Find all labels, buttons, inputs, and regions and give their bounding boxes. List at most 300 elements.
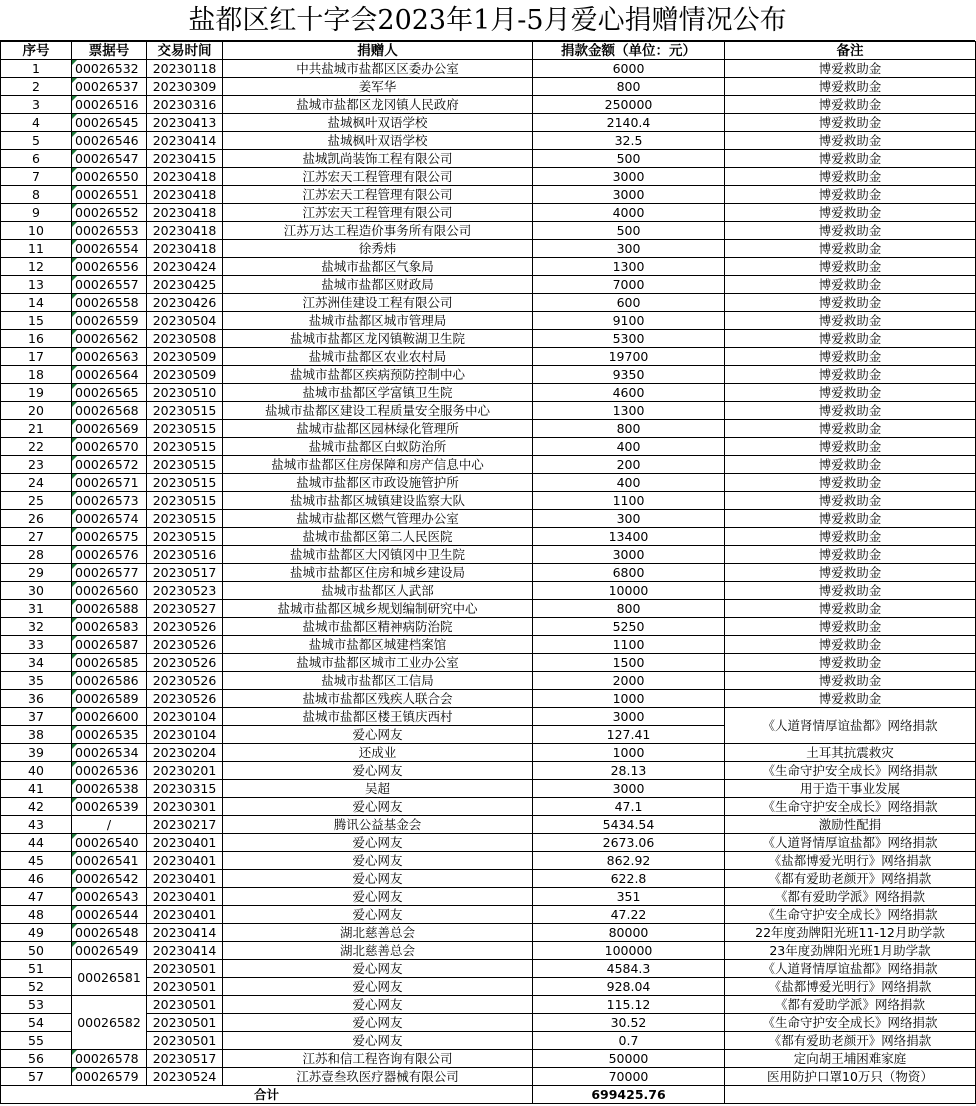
header-amount: 捐款金额（单位：元）: [533, 42, 725, 60]
row-no: 45: [1, 852, 72, 870]
row-date: 20230316: [147, 96, 223, 114]
row-date: 20230504: [147, 312, 223, 330]
row-donor: 腾讯公益基金会: [223, 816, 533, 834]
row-ticket: 00026560: [72, 582, 147, 600]
row-note: 《人道肾情厚谊盐都》网络捐款: [725, 960, 976, 978]
row-donor: 爱心网友: [223, 996, 533, 1014]
row-no: 10: [1, 222, 72, 240]
row-amount: 5300: [533, 330, 725, 348]
row-no: 2: [1, 78, 72, 96]
row-note: 博爱救助金: [725, 60, 976, 78]
row-note: 定向胡王埔困难家庭: [725, 1050, 976, 1068]
row-note: 博爱救助金: [725, 258, 976, 276]
row-date: 20230515: [147, 402, 223, 420]
row-date: 20230509: [147, 366, 223, 384]
row-note: 博爱救助金: [725, 132, 976, 150]
row-ticket: 00026589: [72, 690, 147, 708]
row-ticket: 00026574: [72, 510, 147, 528]
table-row: [1, 384, 976, 402]
table-row: [1, 1014, 976, 1032]
row-ticket: 00026558: [72, 294, 147, 312]
row-amount: 100000: [533, 942, 725, 960]
row-ticket: 00026579: [72, 1068, 147, 1086]
row-donor: 盐城市盐都区龙冈镇鞍湖卫生院: [223, 330, 533, 348]
row-date: 20230413: [147, 114, 223, 132]
row-no: 35: [1, 672, 72, 690]
table-row: [1, 852, 976, 870]
row-date: 20230501: [147, 1032, 223, 1050]
row-no: 55: [1, 1032, 72, 1050]
row-donor: 盐城市盐都区城建档案馆: [223, 636, 533, 654]
row-ticket: 00026583: [72, 618, 147, 636]
row-date: 20230301: [147, 798, 223, 816]
row-note: 博爱救助金: [725, 276, 976, 294]
row-note: 博爱救助金: [725, 618, 976, 636]
row-amount: 200: [533, 456, 725, 474]
table-row: [1, 906, 976, 924]
row-donor: 江苏壹叁玖医疗器械有限公司: [223, 1068, 533, 1086]
table-row: [1, 492, 976, 510]
table-row: [1, 564, 976, 582]
row-date: 20230526: [147, 654, 223, 672]
table-header-row: [1, 42, 976, 60]
row-date: 20230515: [147, 510, 223, 528]
row-donor: 盐城市盐都区工信局: [223, 672, 533, 690]
row-ticket: 00026577: [72, 564, 147, 582]
row-date: 20230524: [147, 1068, 223, 1086]
row-donor: 爱心网友: [223, 978, 533, 996]
row-note: 23年度劲牌阳光班1月助学款: [725, 942, 976, 960]
row-date: 20230414: [147, 924, 223, 942]
table-row: [1, 636, 976, 654]
row-ticket: 00026587: [72, 636, 147, 654]
row-no: 3: [1, 96, 72, 114]
row-note: 《人道肾情厚谊盐都》网络捐款: [725, 708, 976, 744]
row-date: 20230401: [147, 888, 223, 906]
row-ticket: 00026571: [72, 474, 147, 492]
row-no: 14: [1, 294, 72, 312]
row-donor: 盐城市盐都区城镇建设监察大队: [223, 492, 533, 510]
page-title: 盐都区红十字会2023年1月-5月爱心捐赠情况公布: [0, 0, 975, 41]
row-amount: 1100: [533, 636, 725, 654]
row-donor: 盐城市盐都区财政局: [223, 276, 533, 294]
row-donor: 爱心网友: [223, 906, 533, 924]
row-ticket: 00026549: [72, 942, 147, 960]
row-amount: 9100: [533, 312, 725, 330]
row-ticket: 00026532: [72, 60, 147, 78]
row-no: 23: [1, 456, 72, 474]
row-note: 博爱救助金: [725, 168, 976, 186]
row-donor: 爱心网友: [223, 762, 533, 780]
table-row: [1, 78, 976, 96]
row-note: 博爱救助金: [725, 546, 976, 564]
table-row: [1, 996, 976, 1014]
header-no: 序号: [1, 42, 72, 60]
row-amount: 500: [533, 222, 725, 240]
row-note: 博爱救助金: [725, 636, 976, 654]
row-donor: 盐城市盐都区龙冈镇人民政府: [223, 96, 533, 114]
row-donor: 爱心网友: [223, 726, 533, 744]
row-note: 博爱救助金: [725, 582, 976, 600]
row-no: 43: [1, 816, 72, 834]
table-row: [1, 834, 976, 852]
row-ticket: 00026534: [72, 744, 147, 762]
row-date: 20230515: [147, 420, 223, 438]
row-amount: 0.7: [533, 1032, 725, 1050]
row-note: 博爱救助金: [725, 114, 976, 132]
row-note: 博爱救助金: [725, 564, 976, 582]
row-donor: 盐城市盐都区精神病防治院: [223, 618, 533, 636]
row-amount: 1000: [533, 690, 725, 708]
row-no: 30: [1, 582, 72, 600]
row-note: 博爱救助金: [725, 474, 976, 492]
row-amount: 3000: [533, 708, 725, 726]
row-date: 20230217: [147, 816, 223, 834]
row-ticket: 00026572: [72, 456, 147, 474]
row-donor: 盐城市盐都区疾病预防控制中心: [223, 366, 533, 384]
table-row: [1, 60, 976, 78]
row-date: 20230418: [147, 240, 223, 258]
row-amount: 600: [533, 294, 725, 312]
row-donor: 湖北慈善总会: [223, 924, 533, 942]
row-ticket: 00026547: [72, 150, 147, 168]
row-no: 57: [1, 1068, 72, 1086]
row-amount: 47.22: [533, 906, 725, 924]
row-donor: 盐城市盐都区园林绿化管理所: [223, 420, 533, 438]
row-note: 博爱救助金: [725, 150, 976, 168]
row-note: 用于造干事业发展: [725, 780, 976, 798]
row-amount: 70000: [533, 1068, 725, 1086]
row-amount: 1300: [533, 402, 725, 420]
row-date: 20230523: [147, 582, 223, 600]
row-ticket: 00026544: [72, 906, 147, 924]
row-amount: 4584.3: [533, 960, 725, 978]
table-row: [1, 258, 976, 276]
row-date: 20230501: [147, 1014, 223, 1032]
row-date: 20230414: [147, 942, 223, 960]
row-amount: 4000: [533, 204, 725, 222]
row-ticket: 00026586: [72, 672, 147, 690]
row-no: 49: [1, 924, 72, 942]
table-row: [1, 888, 976, 906]
row-note: 博爱救助金: [725, 240, 976, 258]
row-ticket: 00026543: [72, 888, 147, 906]
total-label: 合计: [1, 1086, 533, 1104]
row-ticket: 00026569: [72, 420, 147, 438]
header-ticket: 票据号: [72, 42, 147, 60]
row-no: 31: [1, 600, 72, 618]
row-ticket: 00026600: [72, 708, 147, 726]
row-date: 20230315: [147, 780, 223, 798]
row-date: 20230508: [147, 330, 223, 348]
row-no: 56: [1, 1050, 72, 1068]
row-no: 16: [1, 330, 72, 348]
row-amount: 30.52: [533, 1014, 725, 1032]
row-amount: 4600: [533, 384, 725, 402]
row-no: 12: [1, 258, 72, 276]
row-no: 15: [1, 312, 72, 330]
row-ticket: 00026551: [72, 186, 147, 204]
row-no: 54: [1, 1014, 72, 1032]
row-no: 38: [1, 726, 72, 744]
row-amount: 1100: [533, 492, 725, 510]
row-no: 37: [1, 708, 72, 726]
row-no: 19: [1, 384, 72, 402]
row-date: 20230501: [147, 996, 223, 1014]
row-ticket: 00026541: [72, 852, 147, 870]
table-row: [1, 762, 976, 780]
row-ticket: 00026557: [72, 276, 147, 294]
row-ticket: 00026548: [72, 924, 147, 942]
row-amount: 6000: [533, 60, 725, 78]
row-note: 土耳其抗震救灾: [725, 744, 976, 762]
row-amount: 800: [533, 420, 725, 438]
row-ticket: 00026563: [72, 348, 147, 366]
row-no: 4: [1, 114, 72, 132]
row-ticket: 00026536: [72, 762, 147, 780]
row-no: 21: [1, 420, 72, 438]
row-note: 博爱救助金: [725, 672, 976, 690]
row-no: 11: [1, 240, 72, 258]
row-date: 20230204: [147, 744, 223, 762]
table-row: [1, 1050, 976, 1068]
row-note: 博爱救助金: [725, 420, 976, 438]
row-amount: 400: [533, 438, 725, 456]
row-note: 《盐都博爱光明行》网络捐款: [725, 852, 976, 870]
row-ticket: 00026565: [72, 384, 147, 402]
row-amount: 2140.4: [533, 114, 725, 132]
row-amount: 28.13: [533, 762, 725, 780]
row-donor: 盐城市盐都区市政设施管护所: [223, 474, 533, 492]
row-no: 41: [1, 780, 72, 798]
row-ticket: 00026552: [72, 204, 147, 222]
row-donor: 爱心网友: [223, 852, 533, 870]
row-amount: 928.04: [533, 978, 725, 996]
table-row: [1, 204, 976, 222]
row-date: 20230401: [147, 906, 223, 924]
row-amount: 115.12: [533, 996, 725, 1014]
row-date: 20230515: [147, 438, 223, 456]
row-date: 20230118: [147, 60, 223, 78]
row-note: 博爱救助金: [725, 510, 976, 528]
table-row: [1, 618, 976, 636]
row-donor: 姜军华: [223, 78, 533, 96]
row-date: 20230426: [147, 294, 223, 312]
row-note: 《生命守护安全成长》网络捐款: [725, 798, 976, 816]
row-note: 《都有爱助老颜开》网络捐款: [725, 870, 976, 888]
row-amount: 19700: [533, 348, 725, 366]
row-no: 50: [1, 942, 72, 960]
row-date: 20230526: [147, 618, 223, 636]
row-note: 博爱救助金: [725, 186, 976, 204]
row-note: 博爱救助金: [725, 312, 976, 330]
table-row: [1, 870, 976, 888]
row-no: 42: [1, 798, 72, 816]
row-donor: 湖北慈善总会: [223, 942, 533, 960]
row-no: 32: [1, 618, 72, 636]
row-note: 22年度劲牌阳光班11-12月助学款: [725, 924, 976, 942]
row-note: 《都有爱助学派》网络捐款: [725, 996, 976, 1014]
row-note: 博爱救助金: [725, 528, 976, 546]
table-row: [1, 1032, 976, 1050]
row-note: 博爱救助金: [725, 348, 976, 366]
row-no: 46: [1, 870, 72, 888]
table-row: [1, 510, 976, 528]
row-note: 《人道肾情厚谊盐都》网络捐款: [725, 834, 976, 852]
row-date: 20230515: [147, 474, 223, 492]
row-note: 《生命守护安全成长》网络捐款: [725, 762, 976, 780]
table-row: [1, 438, 976, 456]
row-amount: 127.41: [533, 726, 725, 744]
row-no: 7: [1, 168, 72, 186]
row-no: 17: [1, 348, 72, 366]
table-row: [1, 366, 976, 384]
table-row: [1, 222, 976, 240]
row-donor: 还成业: [223, 744, 533, 762]
row-note: 博爱救助金: [725, 222, 976, 240]
row-no: 39: [1, 744, 72, 762]
row-donor: 盐城市盐都区城市管理局: [223, 312, 533, 330]
row-donor: 盐城市盐都区大冈镇冈中卫生院: [223, 546, 533, 564]
row-date: 20230401: [147, 834, 223, 852]
row-ticket: 00026575: [72, 528, 147, 546]
total-row: [1, 1086, 976, 1104]
row-date: 20230515: [147, 492, 223, 510]
row-donor: 江苏宏天工程管理有限公司: [223, 204, 533, 222]
row-ticket: 00026573: [72, 492, 147, 510]
row-donor: 盐城市盐都区白蚁防治所: [223, 438, 533, 456]
header-date: 交易时间: [147, 42, 223, 60]
header-note: 备注: [725, 42, 976, 60]
row-ticket: 00026578: [72, 1050, 147, 1068]
row-donor: 爱心网友: [223, 1014, 533, 1032]
table-row: [1, 420, 976, 438]
table-row: [1, 276, 976, 294]
row-amount: 5250: [533, 618, 725, 636]
row-note: 博爱救助金: [725, 402, 976, 420]
row-amount: 3000: [533, 780, 725, 798]
table-row: [1, 1068, 976, 1086]
table-row: [1, 708, 976, 726]
table-row: [1, 150, 976, 168]
row-note: 博爱救助金: [725, 294, 976, 312]
row-amount: 1500: [533, 654, 725, 672]
row-donor: 江苏和信工程咨询有限公司: [223, 1050, 533, 1068]
row-date: 20230517: [147, 564, 223, 582]
row-date: 20230509: [147, 348, 223, 366]
row-date: 20230418: [147, 168, 223, 186]
table-row: [1, 348, 976, 366]
row-date: 20230526: [147, 636, 223, 654]
row-ticket: 00026564: [72, 366, 147, 384]
row-date: 20230414: [147, 132, 223, 150]
row-note: 博爱救助金: [725, 690, 976, 708]
row-donor: 爱心网友: [223, 870, 533, 888]
row-note: 博爱救助金: [725, 78, 976, 96]
row-ticket: 00026570: [72, 438, 147, 456]
row-ticket: 00026559: [72, 312, 147, 330]
row-note: 《都有爱助学派》网络捐款: [725, 888, 976, 906]
row-note: 《都有爱助老颜开》网络捐款: [725, 1032, 976, 1050]
row-no: 5: [1, 132, 72, 150]
row-no: 24: [1, 474, 72, 492]
row-amount: 5434.54: [533, 816, 725, 834]
row-donor: 盐城市盐都区楼王镇庆西村: [223, 708, 533, 726]
row-no: 53: [1, 996, 72, 1014]
row-no: 44: [1, 834, 72, 852]
row-donor: 盐城市盐都区人武部: [223, 582, 533, 600]
row-note: 博爱救助金: [725, 96, 976, 114]
table-row: [1, 780, 976, 798]
row-donor: 江苏万达工程造价事务所有限公司: [223, 222, 533, 240]
row-no: 28: [1, 546, 72, 564]
row-ticket: 00026535: [72, 726, 147, 744]
row-date: 20230527: [147, 600, 223, 618]
row-amount: 80000: [533, 924, 725, 942]
row-donor: 盐城市盐都区农业农村局: [223, 348, 533, 366]
row-no: 27: [1, 528, 72, 546]
row-amount: 50000: [533, 1050, 725, 1068]
row-date: 20230418: [147, 204, 223, 222]
table-row: [1, 132, 976, 150]
table-row: [1, 114, 976, 132]
row-no: 13: [1, 276, 72, 294]
row-date: 20230516: [147, 546, 223, 564]
row-note: 博爱救助金: [725, 438, 976, 456]
row-date: 20230201: [147, 762, 223, 780]
row-no: 9: [1, 204, 72, 222]
row-ticket: 00026537: [72, 78, 147, 96]
row-no: 1: [1, 60, 72, 78]
row-amount: 7000: [533, 276, 725, 294]
table-row: [1, 690, 976, 708]
donation-table-body: [1, 42, 976, 1104]
table-row: [1, 672, 976, 690]
row-no: 40: [1, 762, 72, 780]
table-row: [1, 456, 976, 474]
row-date: 20230501: [147, 960, 223, 978]
row-no: 33: [1, 636, 72, 654]
row-amount: 13400: [533, 528, 725, 546]
row-donor: 盐城市盐都区住房保障和房产信息中心: [223, 456, 533, 474]
row-amount: 800: [533, 600, 725, 618]
row-note: 博爱救助金: [725, 366, 976, 384]
table-row: [1, 186, 976, 204]
row-date: 20230415: [147, 150, 223, 168]
row-ticket: 00026540: [72, 834, 147, 852]
row-donor: 盐城市盐都区城乡规划编制研究中心: [223, 600, 533, 618]
table-row: [1, 528, 976, 546]
table-row: [1, 474, 976, 492]
row-donor: 盐城市盐都区住房和城乡建设局: [223, 564, 533, 582]
row-amount: 1300: [533, 258, 725, 276]
row-ticket: 00026556: [72, 258, 147, 276]
row-no: 26: [1, 510, 72, 528]
row-donor: 江苏宏天工程管理有限公司: [223, 168, 533, 186]
row-ticket: 00026585: [72, 654, 147, 672]
row-amount: 3000: [533, 546, 725, 564]
row-date: 20230309: [147, 78, 223, 96]
row-ticket: 00026582: [72, 996, 147, 1050]
row-note: 博爱救助金: [725, 456, 976, 474]
table-row: [1, 798, 976, 816]
row-amount: 47.1: [533, 798, 725, 816]
table-row: [1, 312, 976, 330]
row-donor: 盐城市盐都区建设工程质量安全服务中心: [223, 402, 533, 420]
row-note: 博爱救助金: [725, 384, 976, 402]
row-date: 20230104: [147, 708, 223, 726]
row-donor: 爱心网友: [223, 888, 533, 906]
